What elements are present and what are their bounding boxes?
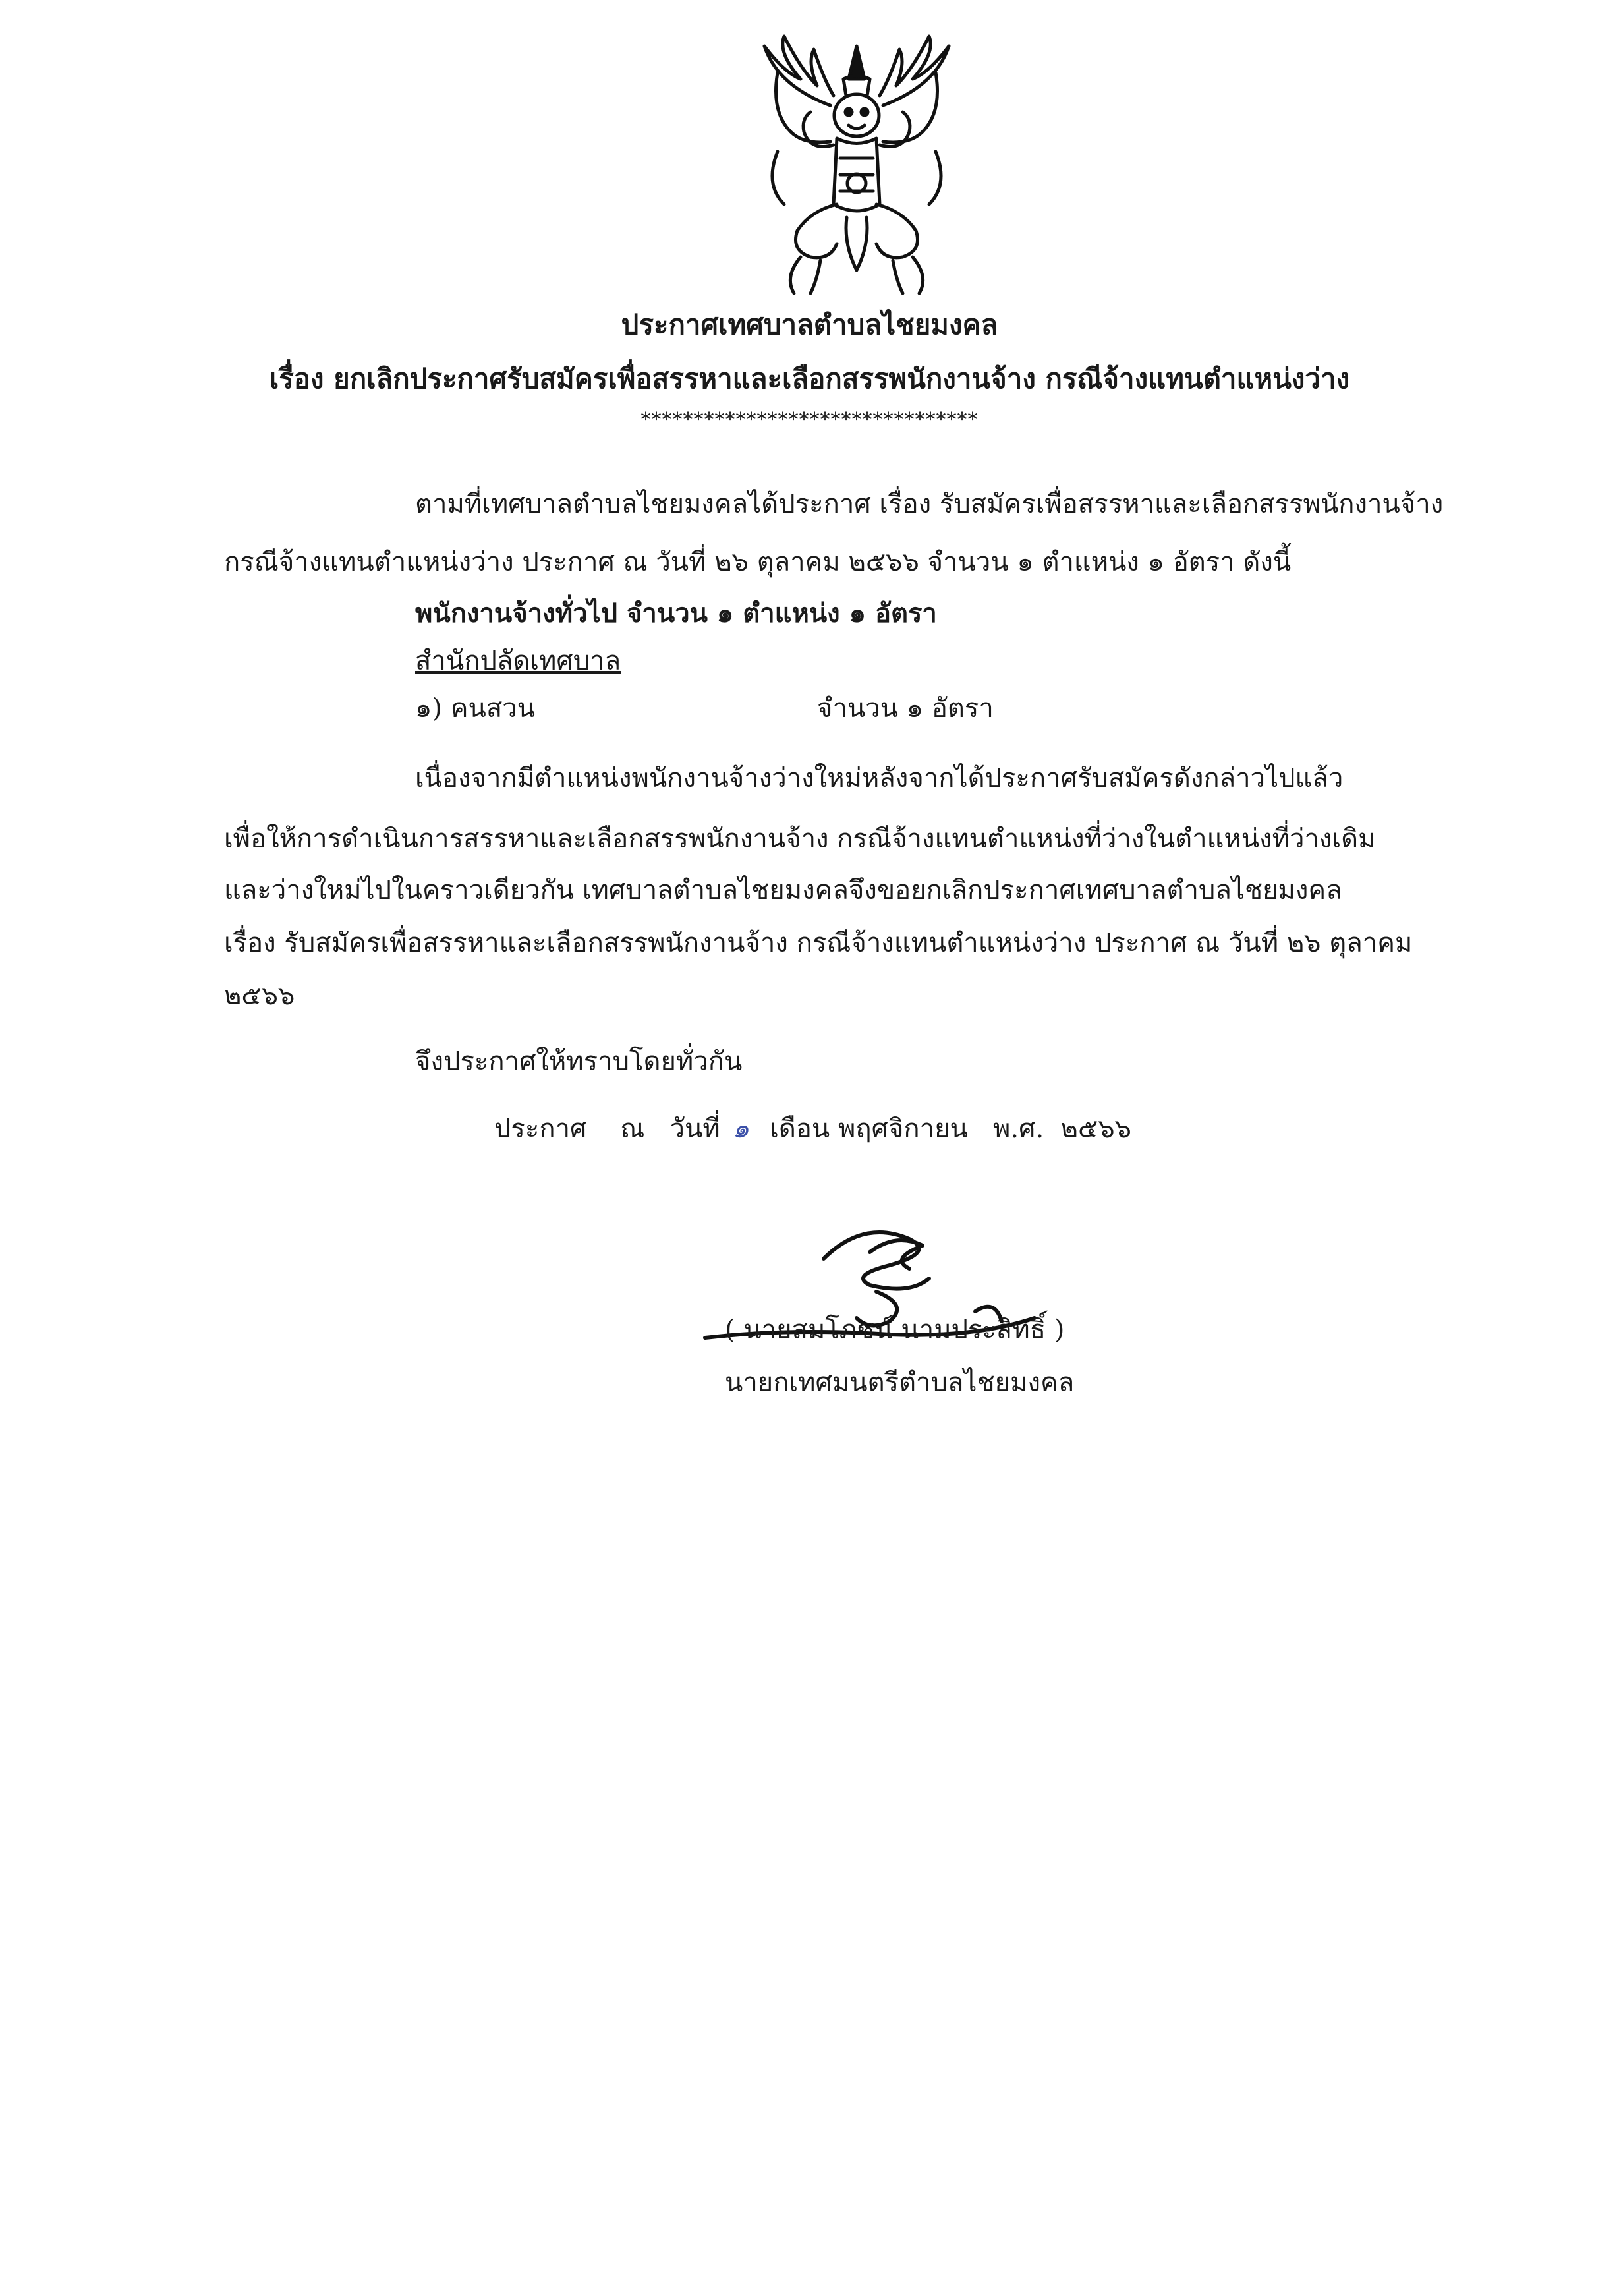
- paragraph-2-line-5: ๒๕๖๖: [224, 981, 295, 1011]
- date-day-handwritten: ๑: [732, 1114, 749, 1144]
- date-prefix: ประกาศ ณ วันที่: [494, 1114, 729, 1144]
- signatory-title: นายกเทศมนตรีตำบลไชยมงคล: [725, 1367, 1075, 1398]
- paragraph-2-line-4: เรื่อง รับสมัครเพื่อสรรหาและเลือกสรรพนักงานจ้าง กรณีจ้างแทนตำแหน่งว่าง ประกาศ ณ วันที่ ๒๖ ตุลาคม: [224, 928, 1413, 958]
- paragraph-2-line-3: และว่างใหม่ไปในคราวเดียวกัน เทศบาลตำบลไชยมงคลจึงขอยกเลิกประกาศเทศบาลตำบลไชยมงคล: [224, 875, 1342, 905]
- paragraph-1-line-2: กรณีจ้างแทนตำแหน่งว่าง ประกาศ ณ วันที่ ๒๖ ตุลาคม ๒๕๖๖ จำนวน ๑ ตำแหน่ง ๑ อัตรา ดังนี้: [224, 547, 1292, 577]
- signatory-name: ( นายสมโภชน์ นามประสิทธิ์ ): [725, 1315, 1065, 1345]
- paragraph-2-line-2: เพื่อให้การดำเนินการสรรหาและเลือกสรรพนักงานจ้าง กรณีจ้างแทนตำแหน่งที่ว่างในตำแหน่งที่ว่างเดิม: [224, 824, 1376, 854]
- closing-statement: จึงประกาศให้ทราบโดยทั่วกัน: [415, 1047, 743, 1077]
- office-name: สำนักปลัดเทศบาล: [415, 646, 621, 676]
- title-separator: ********************************: [640, 409, 979, 432]
- position-heading: พนักงานจ้างทั่วไป จำนวน ๑ ตำแหน่ง ๑ อัตรา: [415, 598, 937, 629]
- announcement-title: ประกาศเทศบาลตำบลไชยมงคล: [621, 308, 998, 341]
- garuda-emblem-icon: [738, 33, 975, 297]
- date-suffix: เดือน พฤศจิกายน พ.ศ. ๒๕๖๖: [753, 1114, 1132, 1144]
- announcement-subject: เรื่อง ยกเลิกประกาศรับสมัครเพื่อสรรหาและเลือกสรรพนักงานจ้าง กรณีจ้างแทนตำแหน่งว่าง: [269, 362, 1350, 395]
- paragraph-1-line-1: ตามที่เทศบาลตำบลไชยมงคลได้ประกาศ เรื่อง รับสมัครเพื่อสรรหาและเลือกสรรพนักงานจ้าง: [415, 489, 1444, 519]
- position-item-name: ๑) คนสวน: [415, 693, 536, 724]
- paragraph-2-line-1: เนื่องจากมีตำแหน่งพนักงานจ้างว่างใหม่หลังจากได้ประกาศรับสมัครดังกล่าวไปแล้ว: [415, 763, 1344, 793]
- position-item-count: จำนวน ๑ อัตรา: [817, 693, 994, 724]
- announcement-date: [494, 1107, 1131, 1149]
